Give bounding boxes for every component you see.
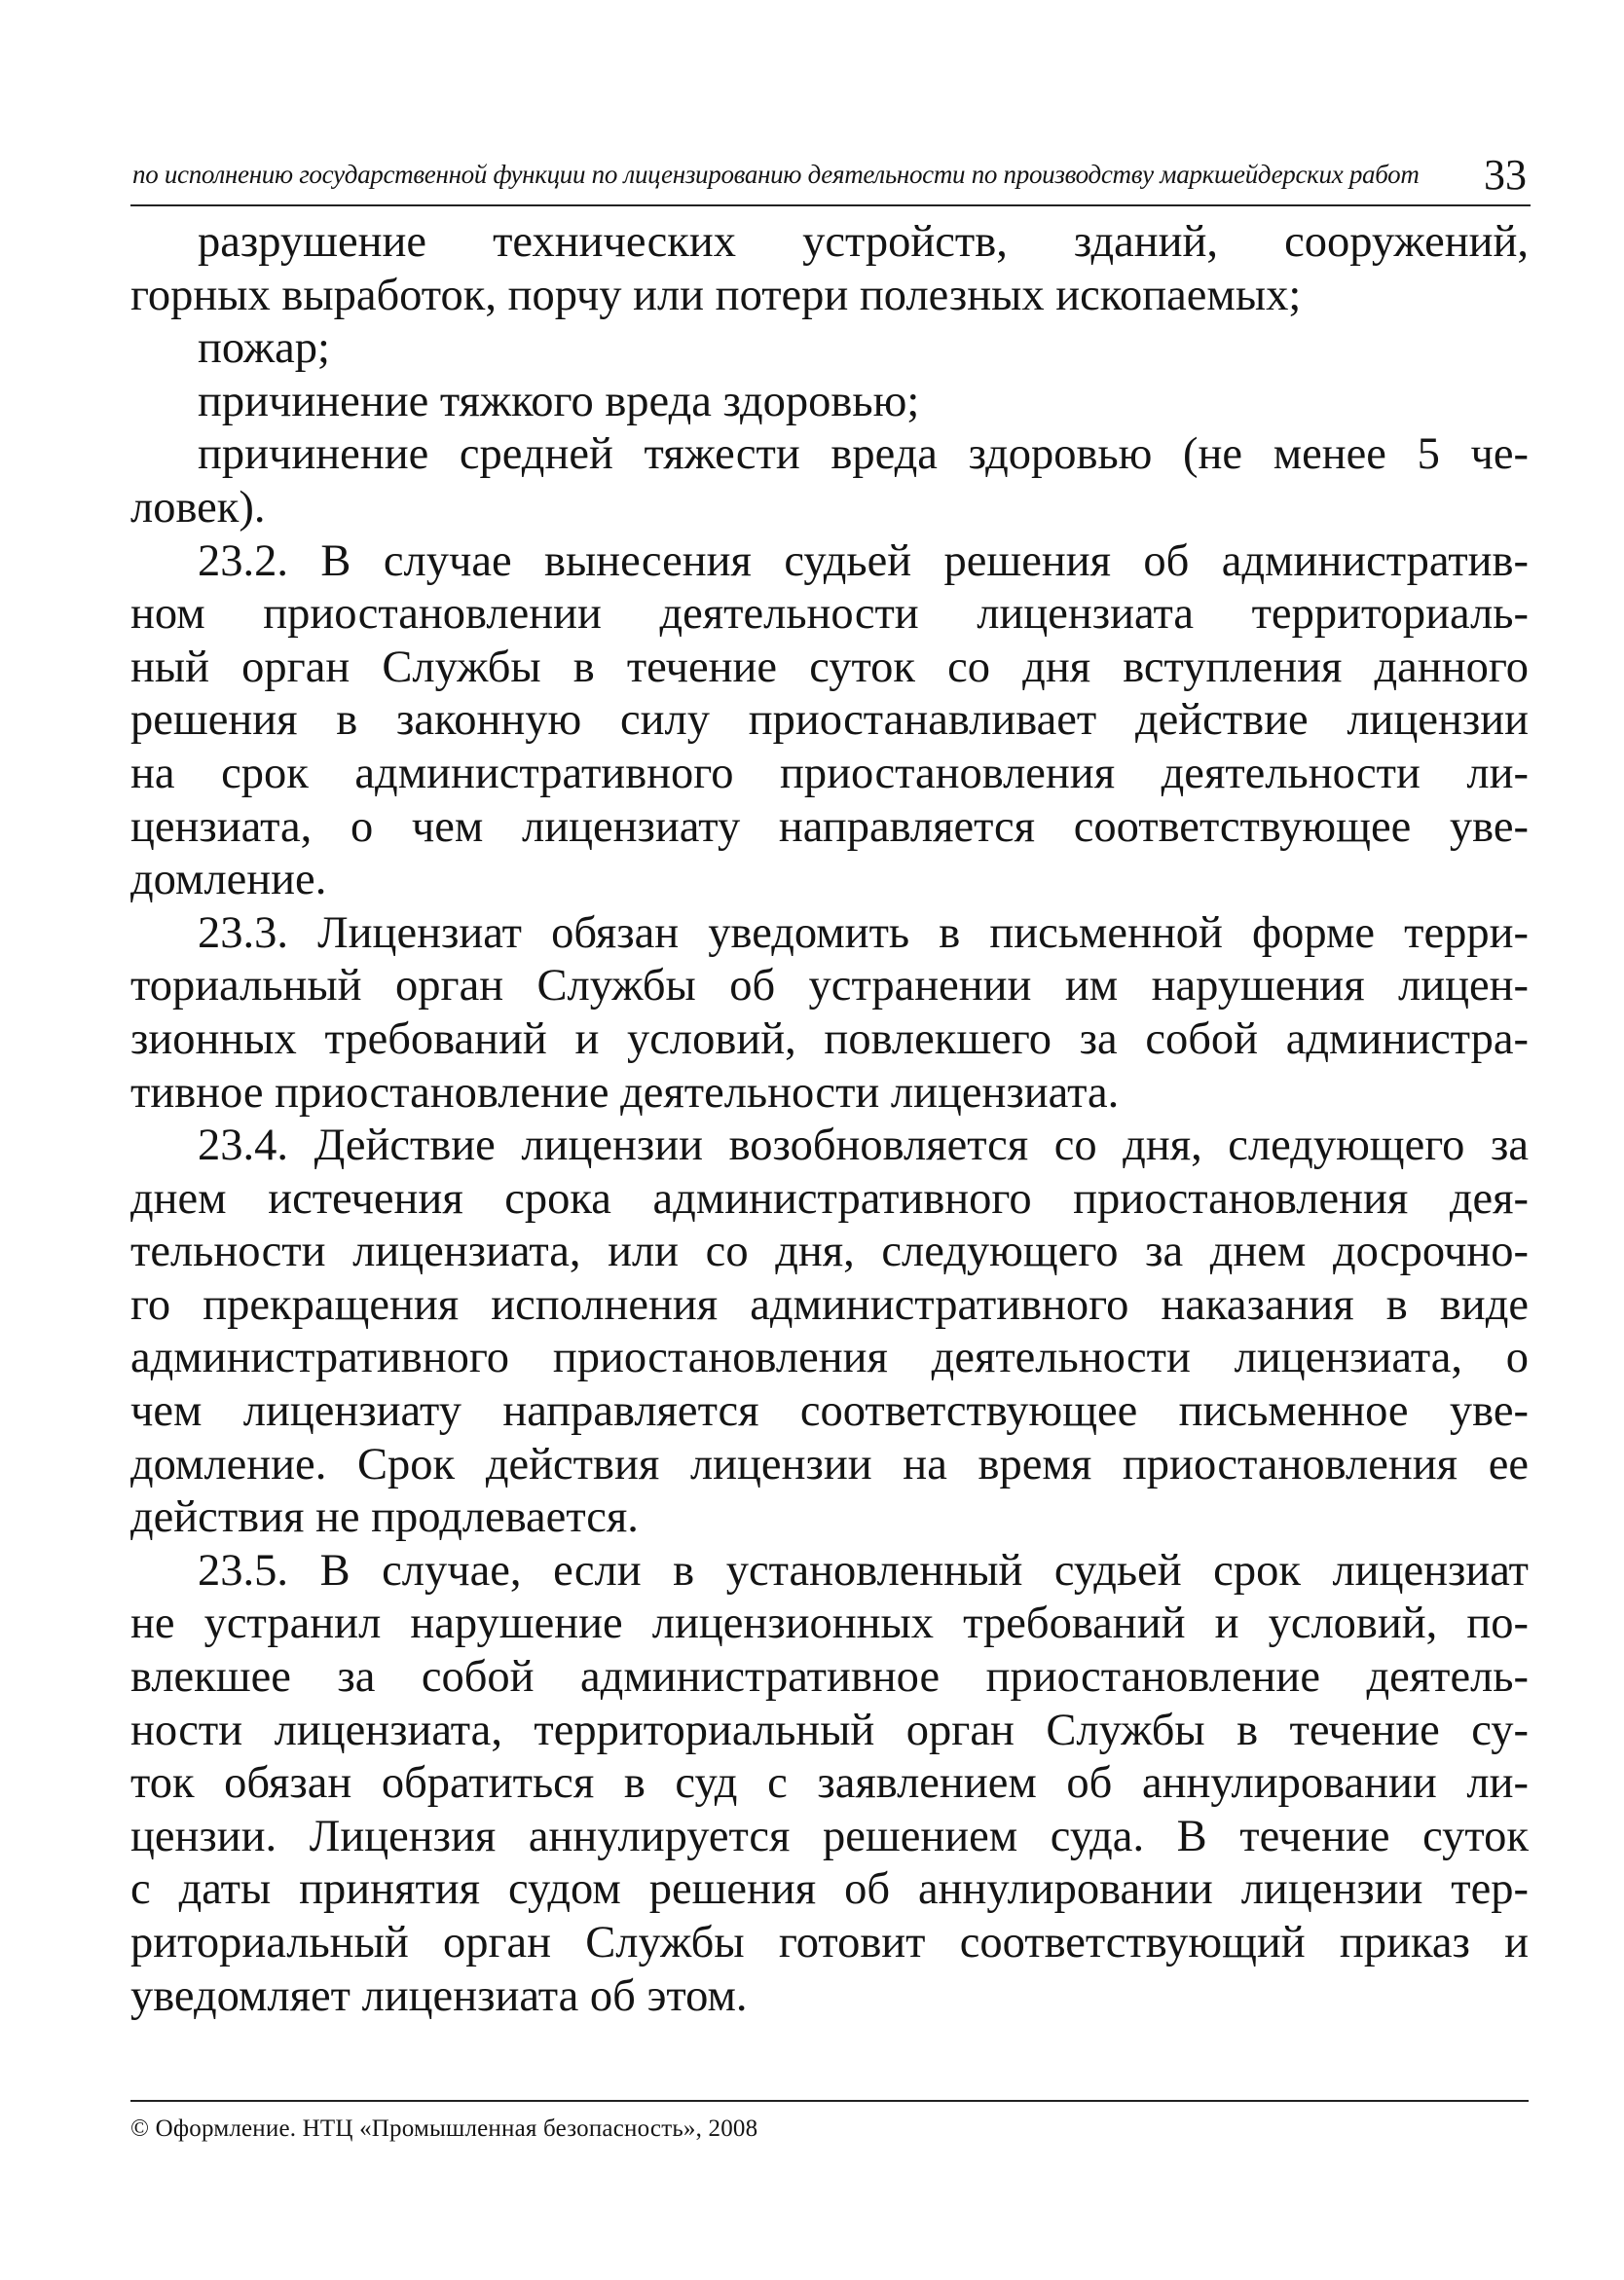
text-line: причинение средней тяжести вреда здоровью (не менее 5 че- [198,429,1529,480]
text-line: зионных требований и условий, повлекшего за собой администра- [130,1013,1529,1064]
text-line: риториальный орган Службы готовит соответствующий приказ и [130,1918,1529,1967]
page-footer [130,2100,1529,2143]
page-header [130,151,1531,206]
page-number: 33 [1484,151,1527,199]
text-line: ток обязан обратиться в суд с заявлением об аннулировании ли- [130,1758,1529,1809]
text-line: цензиата, о чем лицензиату направляется соответствующее уве- [130,801,1529,852]
text-line: ном приостановлении деятельности лицензиата территориаль- [130,589,1529,640]
text-line: го прекращения исполнения административного наказания в виде [130,1279,1529,1330]
text-line: 23.3. Лицензиат обязан уведомить в письменной форме терри- [198,907,1529,958]
text-line: 23.2. В случае вынесения судьей решения об административ- [198,535,1529,586]
text-line: тивное приостановление деятельности лицензиата. [130,1067,1120,1118]
text-line: домление. Срок действия лицензии на время приостановления ее [130,1439,1529,1489]
running-head: по исполнению государственной функции по лицензированию деятельности по производству маркшейдерских работ [132,160,1420,189]
text-line: влекшее за собой административное приостановление деятель- [130,1652,1529,1703]
text-line: 23.4. Действие лицензии возобновляется со дня, следующего за [198,1121,1529,1171]
text-line: ториальный орган Службы об устранении им нарушения лицен- [130,961,1529,1011]
text-line: с даты принятия судом решения об аннулировании лицензии тер- [130,1864,1529,1915]
text-line: домление. [130,855,327,905]
text-line: горных выработок, порчу или потери полезных ископаемых; [130,270,1302,320]
text-line: разрушение технических устройств, зданий, сооружений, [198,217,1529,267]
text-line: ловек). [130,482,266,533]
body-text [130,216,1529,2023]
text-line: чем лицензиату направляется соответствующее письменное уве- [130,1386,1529,1437]
text-line: 23.5. В случае, если в установленный судьей срок лицензиат [198,1545,1529,1596]
copyright-notice: © Оформление. НТЦ «Промышленная безопасность», 2008 [130,2115,758,2142]
text-line: тельности лицензиата, или со дня, следующего за днем досрочно- [130,1227,1529,1277]
text-line: причинение тяжкого вреда здоровью; [198,376,920,426]
text-line: не устранил нарушение лицензионных требований и условий, по- [130,1599,1529,1649]
text-line: на срок административного приостановления деятельности ли- [130,748,1529,798]
text-line: цензии. Лицензия аннулируется решением суда. В течение суток [130,1811,1529,1861]
text-line: решения в законную силу приостанавливает действие лицензии [130,695,1529,746]
text-line: днем истечения срока административного приостановления дея- [130,1173,1529,1224]
text-line: пожар; [198,323,330,374]
text-line: уведомляет лицензиата об этом. [130,1970,748,2021]
text-line: действия не продлевается. [130,1492,639,1543]
text-line: ности лицензиата, территориальный орган Службы в течение су- [130,1705,1529,1755]
text-line: административного приостановления деятельности лицензиата, о [130,1333,1529,1383]
text-line: ный орган Службы в течение суток со дня вступления данного [130,642,1529,692]
